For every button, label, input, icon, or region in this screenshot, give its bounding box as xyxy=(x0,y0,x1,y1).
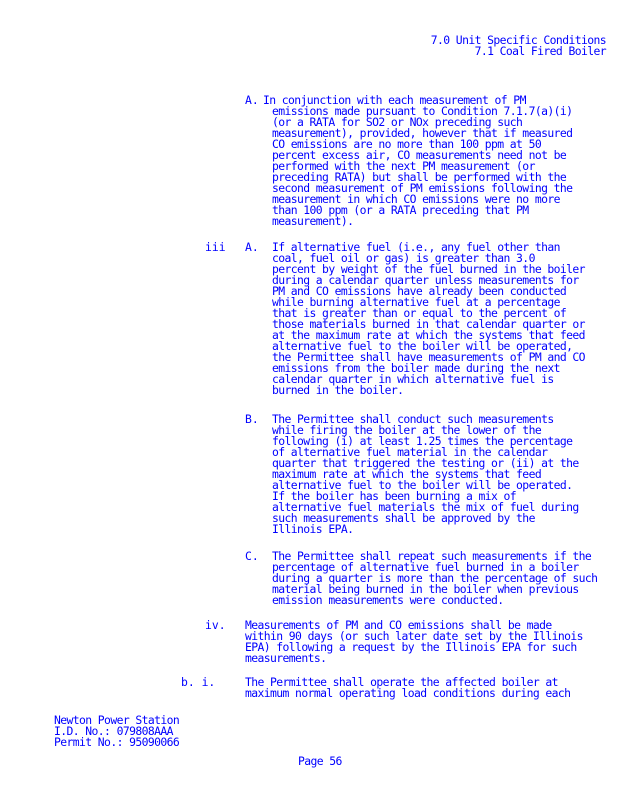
paragraph-iii-c-line: The Permittee shall repeat such measurements if the xyxy=(272,549,592,563)
paragraph-iii-a-line: burned in the boiler. xyxy=(272,383,404,397)
paragraph-iii-a-line: the Permittee shall have measurements of PM and CO xyxy=(272,350,585,364)
item-marker-iii-c: C. xyxy=(245,549,259,563)
paragraph-iii-a-line: those materials burned in that calendar quarter or xyxy=(272,317,585,331)
paragraph-b-i-line: maximum normal operating load conditions during each xyxy=(245,686,571,700)
paragraph-a-line: measurement). xyxy=(272,214,354,228)
item-marker-iii-a: A. xyxy=(245,240,259,254)
paragraph-a-line: than 100 ppm (or a RATA preceding that PM xyxy=(272,203,529,217)
paragraph-iii-c-line: emission measurements were conducted. xyxy=(272,593,504,607)
paragraph-a-line: In conjunction with each measurement of PM xyxy=(263,93,526,107)
item-marker-iii-b: B. xyxy=(245,412,259,426)
paragraph-iii-a-line: during a calendar quarter unless measurements for xyxy=(272,273,579,287)
paragraph-iv-line: EPA) following a request by the Illinois EPA for such xyxy=(245,640,577,654)
paragraph-a-line: measurement in which CO emissions were no more xyxy=(272,192,560,206)
paragraph-a-line: measurement), provided, however that if measured xyxy=(272,126,573,140)
section-header-unit-conditions: 7.0 Unit Specific Conditions xyxy=(430,33,606,47)
paragraph-iii-b-line: If the boiler has been burning a mix of xyxy=(272,489,517,503)
paragraph-iii-a-line: PM and CO emissions have already been conducted xyxy=(272,284,567,298)
paragraph-iii-c-line: material being burned in the boiler when previous xyxy=(272,582,579,596)
item-marker-b-i: b. i. xyxy=(181,675,216,689)
footer-station-name: Newton Power Station xyxy=(54,713,180,727)
paragraph-iii-c-line: percentage of alternative fuel burned in a boiler xyxy=(272,560,579,574)
item-marker-a: A. xyxy=(245,93,259,107)
paragraph-iii-b-line: such measurements shall be approved by the xyxy=(272,511,535,525)
paragraph-iii-b-line: alternative fuel to the boiler will be operated. xyxy=(272,478,573,492)
footer-id-number: I.D. No.: 079808AAA xyxy=(54,724,173,738)
paragraph-a-line: (or a RATA for SO2 or NOx preceding such xyxy=(272,115,523,129)
paragraph-iii-a-line: coal, fuel oil or gas) is greater than 3.0 xyxy=(272,251,535,265)
paragraph-iv-line: measurements. xyxy=(245,651,327,665)
paragraph-a-line: performed with the next PM measurement (or xyxy=(272,159,535,173)
paragraph-iii-a-line: emissions from the boiler made during the next xyxy=(272,361,560,375)
paragraph-iii-b-line: The Permittee shall conduct such measurements xyxy=(272,412,554,426)
footer-permit-number: Permit No.: 95090066 xyxy=(54,735,180,749)
paragraph-a-line: CO emissions are no more than 100 ppm at 50 xyxy=(272,137,542,151)
paragraph-iii-b-line: alternative fuel materials the mix of fuel during xyxy=(272,500,579,514)
paragraph-iii-a-line: percent by weight of the fuel burned in the boiler xyxy=(272,262,585,276)
paragraph-a-line: second measurement of PM emissions following the xyxy=(272,181,573,195)
section-header-coal-boiler: 7.1 Coal Fired Boiler xyxy=(474,44,606,58)
paragraph-iv-line: within 90 days (or such later date set by the Illinois xyxy=(245,629,583,643)
paragraph-iii-a-line: If alternative fuel (i.e., any fuel other than xyxy=(272,240,560,254)
paragraph-b-i-line: The Permittee shall operate the affected boiler at xyxy=(245,675,558,689)
paragraph-iii-c-line: during a quarter is more than the percentage of such xyxy=(272,571,598,585)
paragraph-iii-a-line: calendar quarter in which alternative fuel is xyxy=(272,372,554,386)
item-marker-iv: iv. xyxy=(205,618,226,632)
paragraph-iii-b-line: Illinois EPA. xyxy=(272,522,354,536)
paragraph-iv-line: Measurements of PM and CO emissions shall be made xyxy=(245,618,552,632)
item-marker-iii: iii xyxy=(205,240,226,254)
paragraph-iii-b-line: following (i) at least 1.25 times the percentage xyxy=(272,434,573,448)
paragraph-iii-b-line: while firing the boiler at the lower of the xyxy=(272,423,542,437)
paragraph-iii-b-line: maximum rate at which the systems that feed xyxy=(272,467,542,481)
paragraph-iii-a-line: while burning alternative fuel at a percentage xyxy=(272,295,560,309)
paragraph-iii-a-line: that is greater than or equal to the percent of xyxy=(272,306,567,320)
paragraph-a-line: emissions made pursuant to Condition 7.1.7(a)(i) xyxy=(272,104,573,118)
paragraph-iii-a-line: at the maximum rate at which the systems that feed xyxy=(272,328,585,342)
paragraph-iii-b-line: quarter that triggered the testing or (ii) at the xyxy=(272,456,579,470)
paragraph-iii-b-line: of alternative fuel material in the calendar xyxy=(272,445,548,459)
paragraph-a-line: percent excess air, CO measurements need not be xyxy=(272,148,567,162)
paragraph-iii-a-line: alternative fuel to the boiler will be operated, xyxy=(272,339,573,353)
paragraph-a-line: preceding RATA) but shall be performed with the xyxy=(272,170,567,184)
page-number: Page 56 xyxy=(298,754,342,768)
